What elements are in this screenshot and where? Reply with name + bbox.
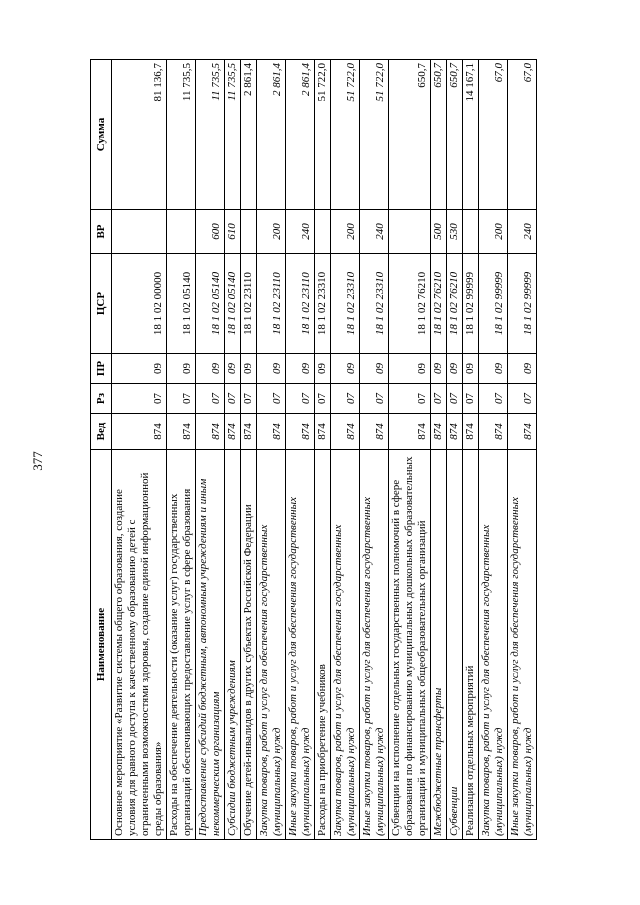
table-row [225,60,241,840]
cell-rz: 07 [225,384,241,414]
table-header-row [91,60,112,840]
cell-name: Субсидии бюджетным учреждениям [225,450,241,840]
cell-sum: 2 861,4 [257,60,286,210]
cell-ved: 874 [447,414,463,450]
table-row [331,60,360,840]
cell-csr: 18 1 02 05140 [167,254,196,354]
cell-pr: 09 [389,354,431,384]
cell-csr: 18 1 02 23110 [286,254,315,354]
page-number: 377 [30,451,45,471]
table-row [360,60,389,840]
cell-ved: 874 [257,414,286,450]
cell-name: Закупка товаров, работ и услуг для обеспечения государственных (муниципальных) нужд [479,450,508,840]
cell-ved: 874 [389,414,431,450]
cell-name: Субвенции на исполнение отдельных государственных полномочий в сфере образования по финансированию муниципальных дошкольных образовательных организаций и муниципальных общеобразовательных организаций [389,450,431,840]
table-row [257,60,286,840]
cell-csr: 18 1 02 23310 [360,254,389,354]
cell-pr: 09 [167,354,196,384]
cell-vr [463,210,479,254]
cell-rz: 07 [389,384,431,414]
cell-rz: 07 [196,384,225,414]
cell-pr: 09 [225,354,241,384]
cell-vr: 200 [257,210,286,254]
table-row [479,60,508,840]
cell-name: Расходы на обеспечение деятельности (оказание услуг) государственных организаций обеспечивающих предоставление услуг в сфере образования [167,450,196,840]
cell-name: Иные закупки товаров, работ и услуг для обеспечения государственных (муниципальных) нужд [508,450,537,840]
cell-ved: 874 [331,414,360,450]
cell-sum: 67,0 [479,60,508,210]
table-row [112,60,167,840]
cell-sum: 11 735,5 [225,60,241,210]
table-row [315,60,331,840]
cell-rz: 07 [479,384,508,414]
cell-pr: 09 [196,354,225,384]
table-row [167,60,196,840]
cell-sum: 51 722,0 [315,60,331,210]
cell-sum: 11 735,5 [167,60,196,210]
cell-pr: 09 [508,354,537,384]
cell-sum: 2 861,4 [286,60,315,210]
cell-name: Реализация отдельных мероприятий [463,450,479,840]
cell-rz: 07 [257,384,286,414]
cell-ved: 874 [479,414,508,450]
cell-sum: 67,0 [508,60,537,210]
cell-csr: 18 1 02 99999 [463,254,479,354]
cell-csr: 18 1 02 76210 [431,254,447,354]
cell-csr: 18 1 02 99999 [479,254,508,354]
cell-name: Иные закупки товаров, работ и услуг для обеспечения государственных (муниципальных) нужд [286,450,315,840]
cell-pr: 09 [241,354,257,384]
cell-ved: 874 [431,414,447,450]
header-ved: Вед [91,414,112,450]
cell-csr: 18 1 02 05140 [196,254,225,354]
budget-table [90,59,537,840]
cell-rz: 07 [286,384,315,414]
rotated-page-content [90,60,610,840]
cell-sum: 650,7 [389,60,431,210]
cell-rz: 07 [463,384,479,414]
cell-name: Закупка товаров, работ и услуг для обеспечения государственных (муниципальных) нужд [257,450,286,840]
table-row [463,60,479,840]
cell-ved: 874 [225,414,241,450]
cell-sum: 81 136,7 [112,60,167,210]
cell-rz: 07 [508,384,537,414]
cell-name: Субвенции [447,450,463,840]
cell-pr: 09 [286,354,315,384]
cell-name: Основное мероприятие «Развитие системы общего образования, создание условия для равного доступа к качественному образованию детей с ограниченными возможностями здоровья, создание единой информационной среды образования» [112,450,167,840]
table-row [389,60,431,840]
table-row [447,60,463,840]
cell-ved: 874 [112,414,167,450]
cell-csr: 18 1 02 23310 [331,254,360,354]
cell-vr [389,210,431,254]
cell-vr: 530 [447,210,463,254]
cell-ved: 874 [315,414,331,450]
cell-vr: 200 [479,210,508,254]
cell-name: Предоставление субсидий бюджетным, автономным учреждениям и иным некоммерческим организациям [196,450,225,840]
cell-csr: 18 1 02 99999 [508,254,537,354]
cell-ved: 874 [241,414,257,450]
cell-vr: 240 [286,210,315,254]
cell-vr: 200 [331,210,360,254]
table-row [241,60,257,840]
cell-ved: 874 [360,414,389,450]
cell-sum: 51 722,0 [360,60,389,210]
header-vr: ВР [91,210,112,254]
cell-rz: 07 [447,384,463,414]
cell-csr: 18 1 02 23310 [315,254,331,354]
cell-sum: 650,7 [447,60,463,210]
cell-rz: 07 [167,384,196,414]
cell-sum: 14 167,1 [463,60,479,210]
cell-ved: 874 [167,414,196,450]
cell-vr [112,210,167,254]
table-body [112,60,537,840]
cell-csr: 18 1 02 76210 [389,254,431,354]
cell-pr: 09 [315,354,331,384]
cell-vr [167,210,196,254]
cell-rz: 07 [431,384,447,414]
cell-pr: 09 [112,354,167,384]
cell-csr: 18 1 02 05140 [225,254,241,354]
cell-vr [315,210,331,254]
cell-csr: 18 1 02 00000 [112,254,167,354]
cell-rz: 07 [241,384,257,414]
cell-rz: 07 [112,384,167,414]
cell-csr: 18 1 02 76210 [447,254,463,354]
header-csr: ЦСР [91,254,112,354]
cell-vr: 600 [196,210,225,254]
cell-ved: 874 [508,414,537,450]
cell-pr: 09 [479,354,508,384]
header-sum: Сумма [91,60,112,210]
cell-sum: 51 722,0 [331,60,360,210]
cell-ved: 874 [286,414,315,450]
cell-pr: 09 [447,354,463,384]
table-row [286,60,315,840]
cell-vr: 500 [431,210,447,254]
cell-rz: 07 [360,384,389,414]
cell-ved: 874 [463,414,479,450]
header-rz: Рз [91,384,112,414]
header-pr: ПР [91,354,112,384]
cell-name: Расходы на приобретение учебников [315,450,331,840]
cell-pr: 09 [257,354,286,384]
cell-rz: 07 [315,384,331,414]
cell-ved: 874 [196,414,225,450]
cell-pr: 09 [331,354,360,384]
cell-name: Закупка товаров, работ и услуг для обеспечения государственных (муниципальных) нужд [331,450,360,840]
cell-vr: 610 [225,210,241,254]
table-row [196,60,225,840]
cell-vr [241,210,257,254]
cell-pr: 09 [360,354,389,384]
cell-name: Иные закупки товаров, работ и услуг для обеспечения государственных (муниципальных) нужд [360,450,389,840]
cell-rz: 07 [331,384,360,414]
cell-vr: 240 [508,210,537,254]
cell-sum: 650,7 [431,60,447,210]
cell-sum: 2 861,4 [241,60,257,210]
table-row [431,60,447,840]
cell-pr: 09 [431,354,447,384]
cell-name: Межбюджетные трансферты [431,450,447,840]
cell-vr: 240 [360,210,389,254]
cell-pr: 09 [463,354,479,384]
table-row [508,60,537,840]
cell-csr: 18 1 02 23110 [257,254,286,354]
cell-sum: 11 735,5 [196,60,225,210]
header-name: Наименование [91,450,112,840]
cell-csr: 18 1 02 23110 [241,254,257,354]
cell-name: Обучение детей-инвалидов в других субъектах Российской Федерации [241,450,257,840]
